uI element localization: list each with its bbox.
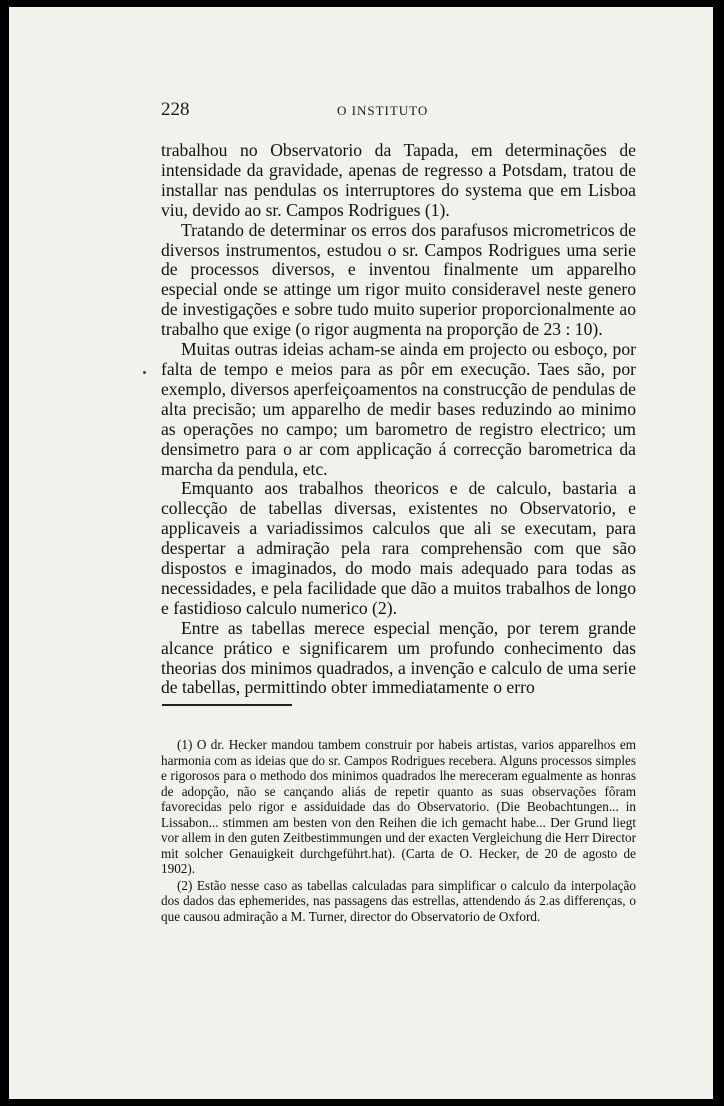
page-header bbox=[161, 99, 637, 123]
paragraph: Muitas outras ideias acham-se ainda em projecto ou esboço, por falta de tempo e meios para as pôr em execução. Taes são, por exemplo, diversos aperfeiçoamentos na construcção de pendulas de alta precisão; um apparelho de medir bases reduzindo ao minimo as operações no campo; um barometro de registro electrico; um densimetro para o ar com applicação á correcção barometrica da marcha da pendula, etc. bbox=[161, 339, 636, 479]
footnotes bbox=[161, 737, 636, 924]
paragraph: Emquanto aos trabalhos theoricos e de calculo, bastaria a collecção de tabellas diversas, existentes no Observatorio, e applicaveis a variadissimos calculos que ali se executam, para despertar a admiração pela rara comprehensão com que são dispostos e imaginados, do modo mais adequado para todas as necessidades, e pela facilidade que dão a muitos trabalhos de longo e fastidioso calculo numerico (2). bbox=[161, 478, 636, 618]
running-title: O INSTITUTO bbox=[337, 103, 429, 118]
paragraph: Entre as tabellas merece especial menção, por terem grande alcance prático e significarem um profundo conhecimento das theorias dos minimos quadrados, a invenção e calculo de uma serie de tabellas, permittindo obter immediatamente o erro bbox=[161, 617, 636, 698]
book-page bbox=[9, 7, 713, 1099]
paragraph: trabalhou no Observatorio da Tapada, em determinações de intensidade da gravidade, apenas de regresso a Potsdam, tratou de installar nas pendulas os interruptores do systema que em Lisboa viu, devido ao sr. Campos Rodrigues (1). bbox=[161, 140, 636, 220]
main-text bbox=[161, 141, 636, 698]
footnote-1: (1) O dr. Hecker mandou tambem construir por habeis artistas, varios apparelhos em harmonia com as ideias que do sr. Campos Rodrigues recebera. Alguns processos simples e rigorosos para o methodo dos minimos quadrados lhe mereceram egualmente as honras de adopção, não se cançando aliás de repetir quanto as suas observações fôram favorecidas pelo rigor e assiduidade das do Observatorio. (Die Beobachtungen... in Lissabon... stimmen am besten von den Reihen die ich gemacht habe... Der Grund liegt vor allem in den guten Zeitbestimmungen und der exacten Vergleichung die Herr Director mit solcher Genauigkeit durchgeführt.hat). (Carta de O. Hecker, de 20 de agosto de 1902). bbox=[161, 737, 636, 876]
paragraph: Tratando de determinar os erros dos parafusos micrometricos de diversos instrumentos, estudou o sr. Campos Rodrigues uma serie de processos diversos, e inventou finalmente um apparelho especial onde se attinge um rigor muito consideravel neste genero de investigações e sobre tudo muito superior proporcionalmente ao trabalho que exige (o rigor augmenta na proporção de 23 : 10). bbox=[161, 219, 636, 340]
footnote-2: (2) Estão nesse caso as tabellas calculadas para simplificar o calculo da interpolação dos dados das ephemerides, nas passagens das estrellas, attendendo ás 2.as differenças, o que causou admiração a M. Turner, director do Observatorio de Oxford. bbox=[161, 877, 636, 924]
margin-mark bbox=[143, 371, 146, 374]
footnote-divider bbox=[162, 704, 292, 706]
page-number: 228 bbox=[161, 99, 190, 120]
